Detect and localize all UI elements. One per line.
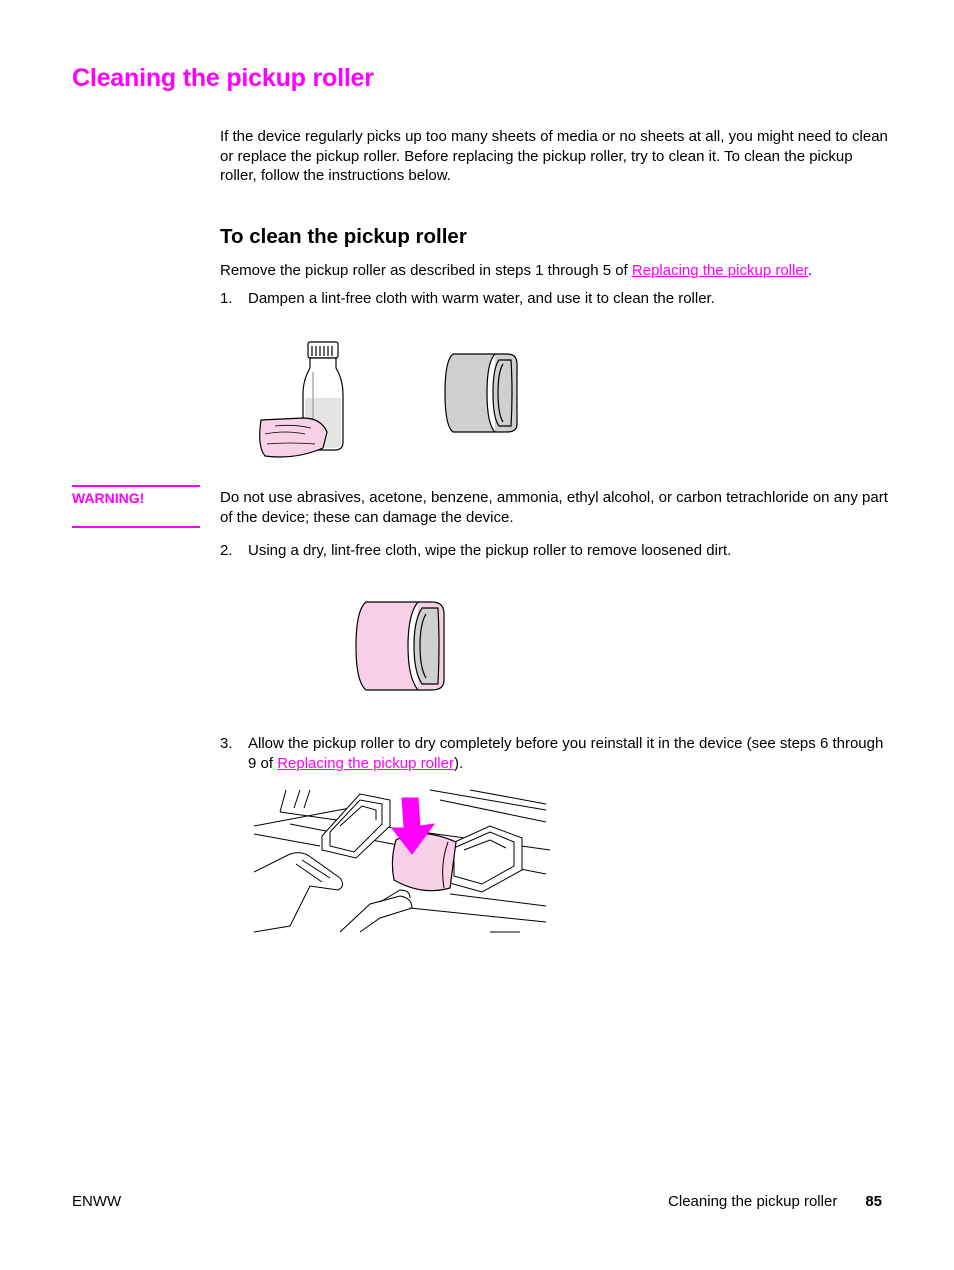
step-number: 1. <box>220 290 233 307</box>
pink-roller-installed <box>392 833 456 890</box>
step-2 <box>220 541 890 561</box>
page-title: Cleaning the pickup roller <box>72 64 374 92</box>
step-text: Using a dry, lint-free cloth, wipe the pickup roller to remove loosened dirt. <box>248 542 732 559</box>
step-1 <box>220 289 890 309</box>
replacing-roller-link[interactable]: Replacing the pickup roller <box>631 262 808 279</box>
footer-section: Cleaning the pickup roller <box>668 1193 838 1210</box>
step-number: 2. <box>220 542 233 559</box>
step-3-end: ). <box>453 754 464 772</box>
lead-paragraph <box>220 261 890 281</box>
footer-left: ENWW <box>72 1193 122 1210</box>
replacing-roller-link-2[interactable]: Replacing the pickup roller <box>277 754 454 772</box>
pink-roller-illustration <box>352 594 452 698</box>
warning-text: Do not use abrasives, acetone, benzene, ammonia, ethyl alcohol, or carbon tetrachloride on any part of the device; these can damage the device. <box>220 489 888 526</box>
step-text <box>248 734 890 773</box>
page-number: 85 <box>865 1193 882 1210</box>
warning-label: WARNING! <box>72 490 145 506</box>
bottle-cloth-illustration <box>255 338 525 468</box>
warning-rule-bottom <box>72 526 200 528</box>
reinstall-illustration <box>250 786 552 934</box>
section-heading: To clean the pickup roller <box>220 225 467 248</box>
footer-right <box>668 1193 882 1210</box>
intro-paragraph: If the device regularly picks up too many sheets of media or no sheets at all, you might need to clean or replace the pickup roller. Before replacing the pickup roller, try to clean it. To clean the pickup roller, follow the instructions below. <box>220 128 888 184</box>
cloth <box>260 418 327 457</box>
lead-end: . <box>807 262 813 279</box>
warning-rule-top <box>72 485 200 487</box>
step-text: Dampen a lint-free cloth with warm water, and use it to clean the roller. <box>248 290 715 307</box>
step-number: 3. <box>220 735 233 752</box>
step-3-text: Allow the pickup roller to dry completely before you reinstall it in the device (see steps 6 through 9 of <box>248 735 884 772</box>
lead-text: Remove the pickup roller as described in steps 1 through 5 of <box>220 262 632 279</box>
step-3 <box>220 734 890 773</box>
